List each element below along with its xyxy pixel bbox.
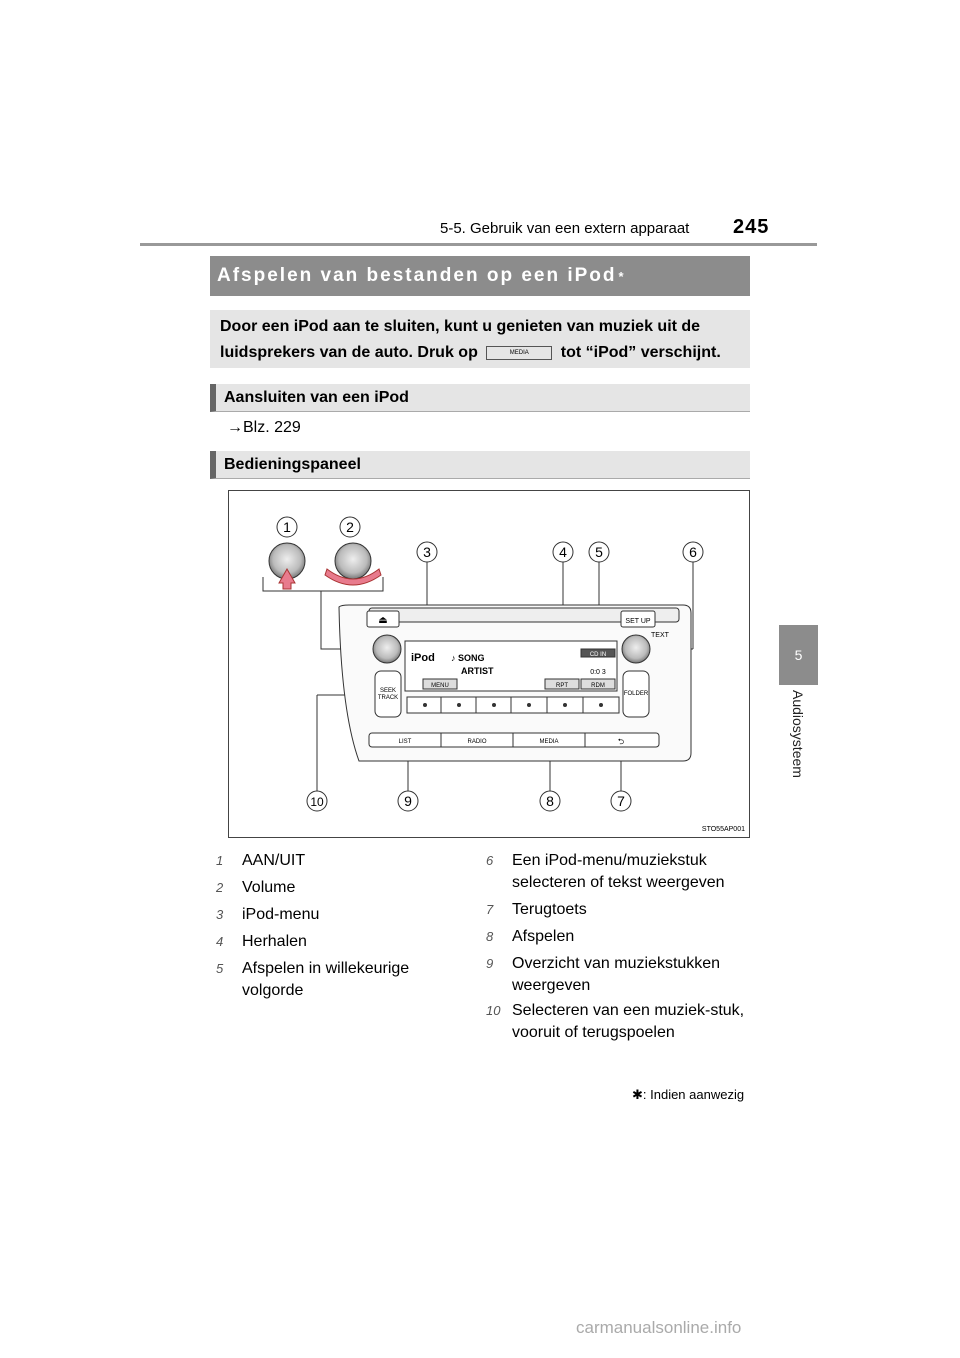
callout-5: 5 bbox=[595, 544, 603, 560]
legend-num: 5 bbox=[216, 961, 224, 976]
eject-icon: ⏏ bbox=[378, 615, 388, 626]
display-time: 0:0 3 bbox=[590, 669, 606, 676]
callout-4: 4 bbox=[559, 544, 567, 560]
legend-num: 1 bbox=[216, 853, 224, 868]
control-panel-diagram bbox=[228, 490, 750, 838]
callout-2: 2 bbox=[346, 519, 354, 535]
legend-item-8 bbox=[486, 926, 750, 948]
legend-num: 2 bbox=[216, 880, 224, 895]
display-cd-in: CD IN bbox=[589, 652, 607, 658]
display-artist: ARTIST bbox=[461, 666, 494, 676]
heading-control-panel: Bedieningspaneel bbox=[210, 451, 750, 479]
page-title bbox=[210, 256, 750, 296]
seek-label: SEEK bbox=[379, 688, 397, 694]
legend-text: Volume bbox=[242, 879, 296, 896]
legend-text: Terugtoets bbox=[512, 901, 587, 918]
media-button-label: MEDIA bbox=[539, 739, 559, 745]
back-icon: ⮌ bbox=[617, 737, 625, 746]
intro-text-after: tot “iPod” verschijnt. bbox=[560, 344, 721, 361]
volume-knob bbox=[335, 543, 371, 579]
legend-num: 6 bbox=[486, 853, 494, 868]
legend-text: Afspelen in willekeurige volgorde bbox=[242, 960, 410, 999]
legend-text: AAN/UIT bbox=[242, 852, 306, 869]
intro-text-before: luidsprekers van de auto. Druk op bbox=[220, 344, 478, 361]
legend-item-10 bbox=[486, 1000, 750, 1044]
legend-num: 7 bbox=[486, 902, 494, 917]
legend-item-2 bbox=[216, 877, 446, 899]
watermark: carmanualsonline.info bbox=[576, 1318, 742, 1337]
section-header: 5-5. Gebruik van een extern apparaat bbox=[440, 220, 690, 237]
footnote: ✱: Indien aanwezig bbox=[632, 1087, 745, 1102]
display-rpt: RPT bbox=[556, 683, 568, 689]
legend-text: Overzicht van muziekstukken weergeven bbox=[512, 955, 721, 994]
heading-connect: Aansluiten van een iPod bbox=[210, 384, 750, 412]
figure-code: STO55AP001 bbox=[701, 826, 745, 833]
chapter-label: Audiosysteem bbox=[790, 690, 806, 778]
legend-text: Herhalen bbox=[242, 933, 307, 950]
legend-num: 3 bbox=[216, 907, 224, 922]
media-button-icon: MEDIA bbox=[486, 346, 552, 360]
page-reference: →Blz. 229 bbox=[227, 419, 301, 436]
legend-text: Een iPod-menu/muziekstuk selecteren of tekst weergeven bbox=[512, 852, 725, 891]
legend-item-5 bbox=[216, 958, 446, 1002]
legend-item-3 bbox=[216, 904, 446, 926]
intro-box bbox=[210, 310, 750, 368]
setup-label: SET UP bbox=[625, 618, 651, 625]
folder-label: FOLDER bbox=[623, 691, 649, 697]
legend-num: 10 bbox=[486, 1003, 501, 1018]
callout-1: 1 bbox=[283, 519, 291, 535]
text-label: TEXT bbox=[651, 632, 669, 639]
callout-6: 6 bbox=[689, 544, 697, 560]
display-menu: MENU bbox=[431, 683, 449, 689]
callout-8: 8 bbox=[546, 793, 554, 809]
panel-illustration bbox=[229, 491, 749, 837]
callout-9: 9 bbox=[404, 793, 412, 809]
asterisk-mark: * bbox=[618, 268, 626, 284]
callout-7: 7 bbox=[617, 793, 625, 809]
legend-item-9 bbox=[486, 953, 750, 997]
intro-line-2 bbox=[220, 340, 740, 366]
legend-item-1 bbox=[216, 850, 446, 872]
page-title-text: Afspelen van bestanden op een iPod bbox=[217, 265, 617, 286]
radio-power-knob bbox=[373, 635, 401, 663]
callout-10: 10 bbox=[310, 795, 324, 809]
list-button-label: LIST bbox=[398, 739, 412, 745]
legend-num: 4 bbox=[216, 934, 224, 949]
legend-text: Afspelen bbox=[512, 928, 575, 945]
callout-3: 3 bbox=[423, 544, 431, 560]
legend-text: Selecteren van een muziek-stuk, vooruit of terugspoelen bbox=[512, 1002, 745, 1041]
page-number: 245 bbox=[733, 216, 770, 238]
legend-item-7 bbox=[486, 899, 750, 921]
legend-item-6 bbox=[486, 850, 750, 894]
display-ipod: iPod bbox=[411, 652, 435, 664]
legend-text: iPod-menu bbox=[242, 906, 320, 923]
intro-line-1: Door een iPod aan te sluiten, kunt u genieten van muziek uit de bbox=[220, 318, 701, 335]
header-rule bbox=[140, 243, 817, 246]
legend-num: 9 bbox=[486, 956, 494, 971]
radio-tune-knob bbox=[622, 635, 650, 663]
legend-num: 8 bbox=[486, 929, 494, 944]
chapter-tab: 5 bbox=[779, 625, 818, 685]
display-rdm: RDM bbox=[591, 683, 605, 689]
track-label: TRACK bbox=[377, 695, 399, 701]
radio-button-label: RADIO bbox=[467, 739, 487, 745]
legend-item-4 bbox=[216, 931, 446, 953]
display-song: ♪ SONG bbox=[451, 653, 485, 663]
